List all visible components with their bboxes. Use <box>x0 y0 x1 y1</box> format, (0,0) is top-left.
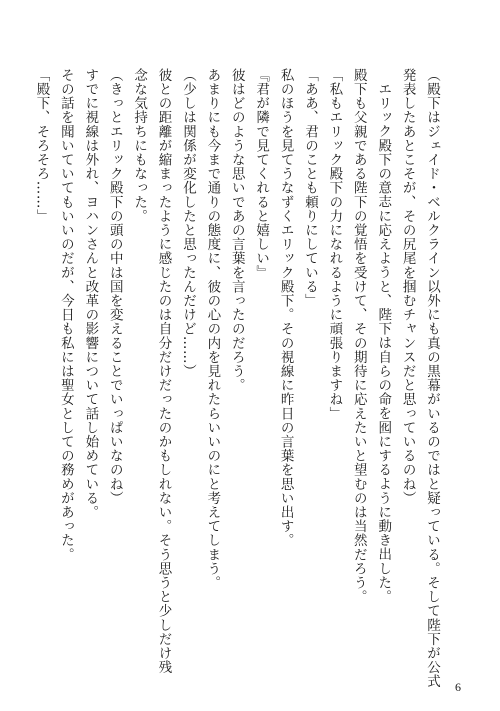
text-line: （少しは関係が変化したと思ったんだけど……） <box>179 68 196 379</box>
text-line: 殿下も父親である陛下の覚悟を受けて、その期待に応えたいと望むのは当然だろう。 <box>350 68 367 604</box>
vertical-text-body <box>29 68 444 689</box>
page-number: 6 <box>455 680 461 694</box>
text-line: 私のほうを見てうなずくエリック殿下。その視線に昨日の言葉を思い出す。 <box>277 68 294 548</box>
text-line: エリック殿下の意志に応えようと、陛下は自らの命を囮にするように動き出した。 <box>375 81 392 604</box>
text-line: 「殿下、そろそろ……」 <box>33 68 50 224</box>
text-line: あまりにも今まで通りの態度に、彼の心の内を見れたらいいのにと考えてしまう。 <box>204 68 221 590</box>
text-line: 彼はどのような思いであの言葉を言ったのだろう。 <box>228 68 245 393</box>
text-line: 彼との距離が縮まったように感じたのは自分だけだったのかもしれない。そう思うと少しだけ残 <box>155 68 172 675</box>
text-line: 発表したあとこそが、その尻尾を掴むチャンスだと思っているのね） <box>399 68 416 506</box>
text-line: すでに視線は外れ、ヨハンさんと改革の影響について話し始めている。 <box>82 68 99 520</box>
text-line: 『君が隣で見てくれると嬉しい』 <box>253 68 270 280</box>
text-line: 「私もエリック殿下の力になれるように頑張りますね」 <box>326 68 343 421</box>
text-line: 念な気持ちにもなった。 <box>131 68 148 224</box>
text-line: その話を聞いていてもいいのだが、今日も私には聖女としての務めがあった。 <box>57 68 74 562</box>
text-line: （きっとエリック殿下の頭の中は国を変えることでいっぱいなのね） <box>106 68 123 506</box>
text-line: （殿下はジェイド・ベルクライン以外にも真の黒幕がいるのではと疑っている。そして陛下が公式 <box>424 68 440 689</box>
text-line: 「ああ、君のことも頼りにしている」 <box>301 68 318 308</box>
